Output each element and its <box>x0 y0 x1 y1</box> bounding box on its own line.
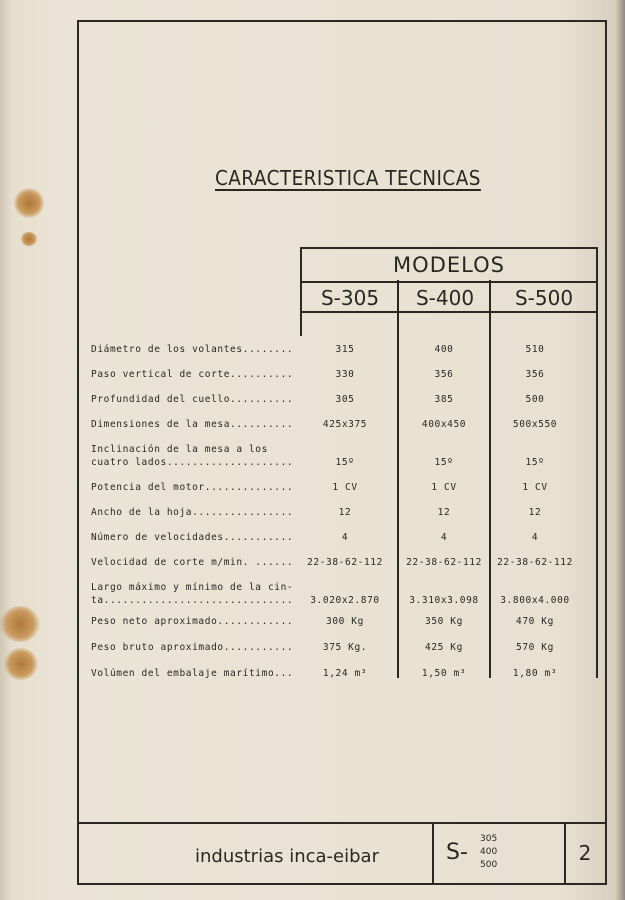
row-value-s-400: 1 CV <box>431 482 457 493</box>
row-value-s-400: 1,50 m³ <box>421 668 467 679</box>
row-value-s-305: 425x375 <box>322 419 368 430</box>
row-value-s-500: 570 Kg <box>516 642 554 653</box>
footer-series-cell <box>432 824 566 885</box>
row-value-s-400: 12 <box>437 507 451 518</box>
row-value-s-500: 510 <box>525 344 545 355</box>
rust-stain <box>14 188 44 218</box>
row-value-s-305: 1,24 m³ <box>322 668 368 679</box>
model-header-s305: S-305 <box>320 286 380 310</box>
row-value-s-305: 3.020x2.870 <box>310 595 380 606</box>
company-name: industrias inca-eibar <box>195 846 379 867</box>
row-value-s-400: 400x450 <box>421 419 467 430</box>
column-divider <box>596 280 598 678</box>
row-label: Velocidad de corte m/min. ...... <box>91 557 294 568</box>
row-value-s-400: 4 <box>440 532 448 543</box>
row-value-s-500: 1 CV <box>522 482 548 493</box>
series-model: 400 <box>480 847 498 857</box>
row-value-s-305: 12 <box>338 507 352 518</box>
row-value-s-500: 356 <box>525 369 545 380</box>
rust-stain <box>4 648 38 680</box>
row-value-s-400: 400 <box>434 344 454 355</box>
row-value-s-305: 1 CV <box>332 482 358 493</box>
row-value-s-400: 22-38-62-112 <box>406 557 482 568</box>
row-label: Dimensiones de la mesa.......... <box>91 419 294 430</box>
row-value-s-500: 12 <box>528 507 542 518</box>
page-title: CARACTERISTICA TECNICAS <box>215 166 481 190</box>
row-value-s-305: 305 <box>335 394 355 405</box>
row-value-s-305: 300 Kg <box>326 616 364 627</box>
models-group-header: MODELOS <box>302 249 596 283</box>
row-label: Volúmen del embalaje marítimo... <box>91 668 294 679</box>
row-value-s-500: 500 <box>525 394 545 405</box>
row-value-s-400: 3.310x3.098 <box>409 595 479 606</box>
footer-company-cell <box>77 824 434 885</box>
series-model: 305 <box>480 834 498 844</box>
rust-stain <box>0 606 40 642</box>
row-value-s-500: 500x550 <box>512 419 558 430</box>
row-value-s-400: 385 <box>434 394 454 405</box>
row-label: Número de velocidades........... <box>91 532 294 543</box>
footer <box>77 822 607 887</box>
row-label: Potencia del motor.............. <box>91 482 294 493</box>
row-value-s-500: 15º <box>525 457 545 468</box>
row-value-s-500: 22-38-62-112 <box>497 557 573 568</box>
row-value-s-500: 1,80 m³ <box>512 668 558 679</box>
row-value-s-305: 375 Kg. <box>322 642 368 653</box>
footer-page-cell <box>564 824 605 885</box>
row-value-s-400: 15º <box>434 457 454 468</box>
rust-stain <box>20 232 38 246</box>
row-value-s-305: 330 <box>335 369 355 380</box>
row-value-s-500: 470 Kg <box>516 616 554 627</box>
row-label: Peso bruto aproximado........... <box>91 642 294 653</box>
row-value-s-305: 15º <box>335 457 355 468</box>
row-label: Largo máximo y mínimo de la cin- ta.............................. <box>91 582 294 606</box>
model-header-s500: S-500 <box>514 286 574 310</box>
models-header <box>300 247 598 313</box>
row-label: Inclinación de la mesa a los cuatro lados.................... <box>91 444 294 468</box>
row-label: Paso vertical de corte.......... <box>91 369 294 380</box>
column-divider <box>300 280 302 336</box>
series-models <box>480 833 497 872</box>
row-value-s-400: 425 Kg <box>425 642 463 653</box>
row-label: Profundidad del cuello.......... <box>91 394 294 405</box>
series-model: 500 <box>480 860 498 870</box>
row-label: Diámetro de los volantes........ <box>91 344 294 355</box>
row-label: Ancho de la hoja................ <box>91 507 294 518</box>
row-value-s-305: 22-38-62-112 <box>307 557 383 568</box>
row-value-s-500: 4 <box>531 532 539 543</box>
series-prefix: S- <box>446 840 468 865</box>
model-header-s400: S-400 <box>415 286 475 310</box>
row-value-s-305: 315 <box>335 344 355 355</box>
row-value-s-305: 4 <box>341 532 349 543</box>
row-value-s-500: 3.800x4.000 <box>500 595 570 606</box>
row-value-s-400: 356 <box>434 369 454 380</box>
row-label: Peso neto aproximado............ <box>91 616 294 627</box>
row-value-s-400: 350 Kg <box>425 616 463 627</box>
page-number: 2 <box>578 841 592 865</box>
